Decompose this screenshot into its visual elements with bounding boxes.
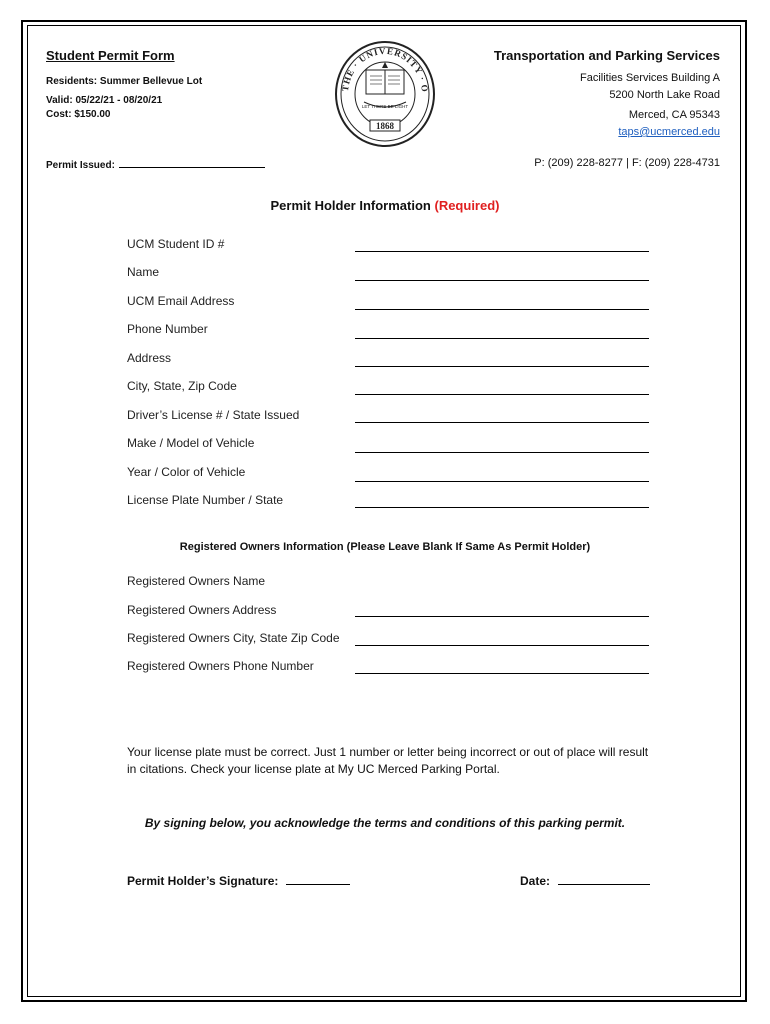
address-line-1: Facilities Services Building A: [579, 72, 720, 84]
address-line-3: Merced, CA 95343: [628, 109, 720, 121]
student-id-input[interactable]: [355, 251, 649, 252]
field-label-owner-city-state-zip: Registered Owners City, State Zip Code: [127, 631, 340, 645]
license-plate-input[interactable]: [355, 507, 649, 508]
residents-lot: Residents: Summer Bellevue Lot: [46, 76, 203, 87]
permit-issued-label: Permit Issued:: [46, 160, 115, 171]
field-label-owner-address: Registered Owners Address: [127, 603, 277, 617]
date-input[interactable]: [558, 873, 650, 885]
city-state-zip-input[interactable]: [355, 394, 649, 395]
owner-city-state-zip-input[interactable]: [355, 645, 649, 646]
phone-fax: P: (209) 228-8277 | F: (209) 228-4731: [534, 157, 720, 169]
drivers-license-input[interactable]: [355, 422, 649, 423]
permit-cost: Cost: $150.00: [46, 109, 111, 120]
email-input[interactable]: [355, 309, 649, 310]
field-label-phone: Phone Number: [127, 322, 208, 336]
field-label-make-model: Make / Model of Vehicle: [127, 436, 255, 450]
license-plate-notice: Your license plate must be correct. Just 1 number or letter being incorrect or out of place will result in citations. Check your license plate at My UC Merced Parking Portal.: [127, 745, 649, 776]
field-label-owner-phone: Registered Owners Phone Number: [127, 659, 314, 673]
permit-issued-line[interactable]: [119, 158, 265, 168]
seal-motto: LET THERE BE LIGHT: [361, 104, 409, 109]
field-label-student-id: UCM Student ID #: [127, 237, 225, 251]
phone-input[interactable]: [355, 338, 649, 339]
seal-year: 1868: [376, 121, 394, 131]
field-label-name: Name: [127, 265, 160, 279]
owner-address-input[interactable]: [355, 616, 649, 617]
field-label-email: UCM Email Address: [127, 294, 235, 308]
contact-email-link[interactable]: taps@ucmerced.edu: [618, 126, 720, 138]
make-model-input[interactable]: [355, 452, 649, 453]
form-title: Student Permit Form: [46, 48, 175, 63]
field-label-owner-name: Registered Owners Name: [127, 574, 266, 588]
owner-phone-input[interactable]: [355, 673, 649, 674]
field-label-license-plate: License Plate Number / State: [127, 493, 284, 507]
date-label: Date:: [520, 874, 551, 888]
field-label-year-color: Year / Color of Vehicle: [127, 465, 246, 479]
address-input[interactable]: [355, 366, 649, 367]
signature-label: Permit Holder’s Signature:: [127, 874, 279, 888]
name-input[interactable]: [355, 280, 649, 281]
signature-input[interactable]: [286, 873, 350, 885]
required-badge: (Required): [434, 198, 500, 213]
address-line-2: 5200 North Lake Road: [609, 89, 720, 101]
date-row: [520, 873, 650, 888]
university-seal: [334, 40, 436, 148]
valid-dates: Valid: 05/22/21 - 08/20/21: [46, 95, 163, 106]
permit-holder-section-title: [0, 198, 770, 213]
field-label-city-state-zip: City, State, Zip Code: [127, 379, 237, 393]
field-label-address: Address: [127, 351, 172, 365]
permit-issued: [46, 158, 265, 171]
department-title: Transportation and Parking Services: [493, 48, 720, 63]
permit-holder-title: Permit Holder Information: [270, 198, 431, 213]
signature-row: [127, 873, 350, 888]
field-label-drivers-license: Driver’s License # / State Issued: [127, 408, 300, 422]
year-color-input[interactable]: [355, 481, 649, 482]
seal-outer-text: THE · UNIVERSITY · O: [339, 45, 431, 94]
acknowledgement-text: By signing below, you acknowledge the terms and conditions of this parking permit.: [144, 816, 626, 830]
registered-owners-section-title: Registered Owners Information (Please Leave Blank If Same As Permit Holder): [179, 541, 591, 553]
